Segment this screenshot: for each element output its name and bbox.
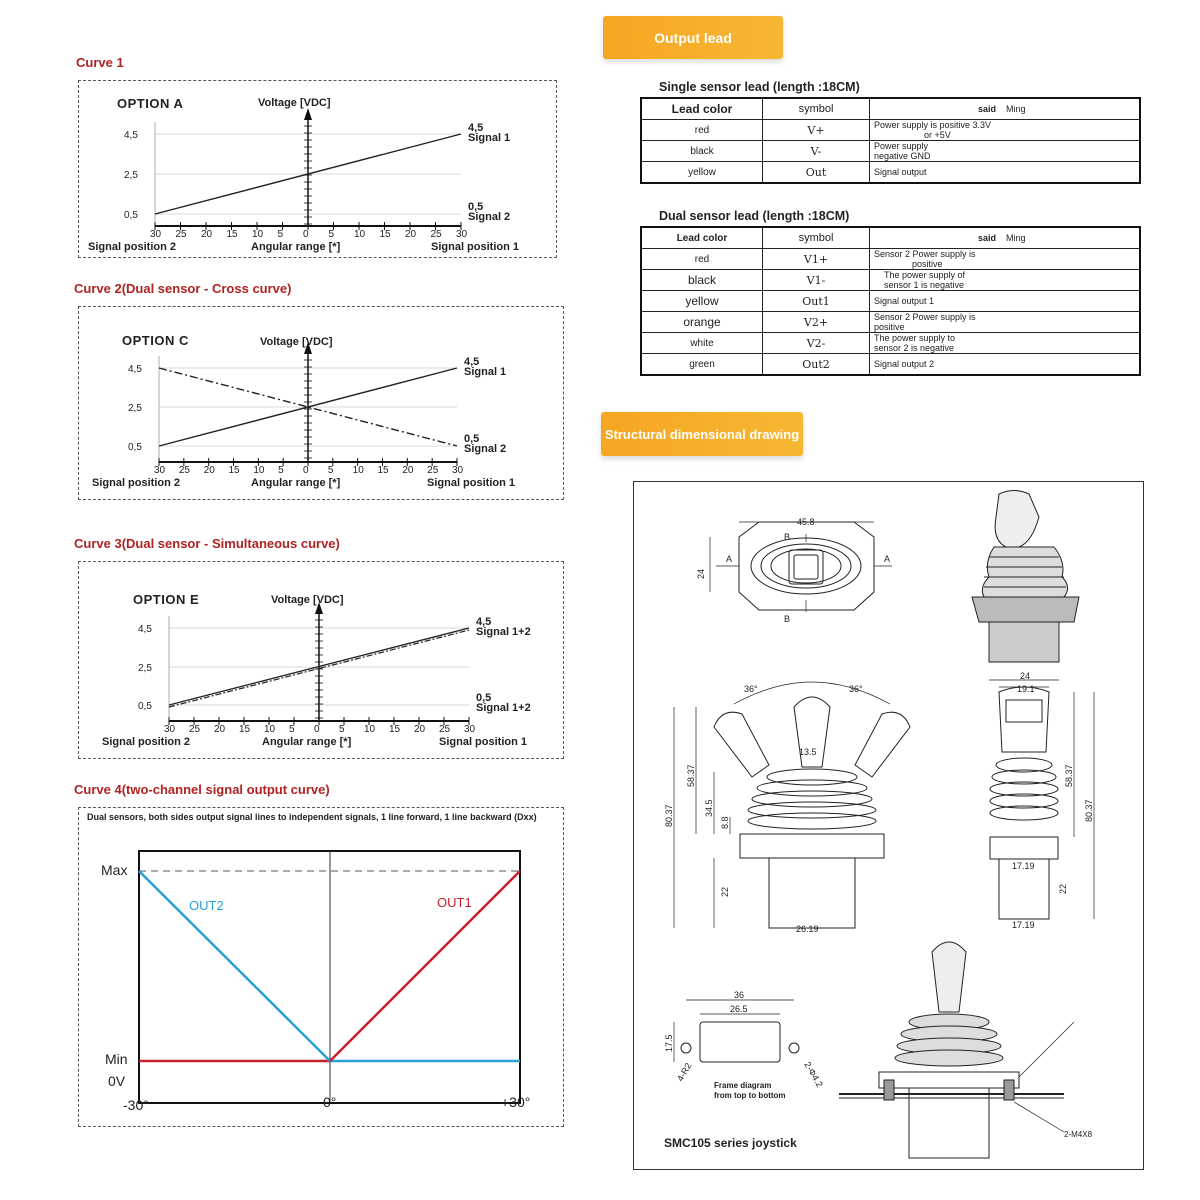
- top-view-oval-inner: [771, 549, 841, 583]
- bellow-fold: [752, 791, 872, 807]
- description-cell: [870, 120, 1141, 141]
- angular-range-label: Angular range [*]: [262, 736, 352, 748]
- curve3-chart: [79, 562, 563, 758]
- dim-knob: 13.5: [799, 747, 817, 757]
- symbol-cell: Out2: [763, 354, 870, 376]
- dim-top-width: 45.8: [797, 517, 815, 527]
- x-tick-label: 10: [364, 724, 376, 735]
- x-tick-label: 25: [175, 229, 187, 240]
- signal-position-2-label: Signal position 2: [88, 241, 177, 253]
- y-tick-label: 2,5: [128, 403, 142, 414]
- description-line: negative GND: [874, 151, 931, 161]
- single-lead-title: Single sensor lead (length :18CM): [659, 80, 860, 94]
- dim-screw: 2-M4X8: [1064, 1130, 1093, 1139]
- dim-top-height: 24: [696, 568, 706, 579]
- curve4-heading: Curve 4(two-channel signal output curve): [74, 782, 330, 797]
- front-knob-right: [855, 712, 910, 777]
- description-line: Power supply is positive 3.3V: [874, 120, 992, 130]
- table-header-row: [641, 227, 1140, 249]
- x-tick-label: 5: [278, 465, 284, 476]
- signal-position-1-label: Signal position 1: [439, 736, 528, 748]
- lead-color-cell: orange: [641, 312, 763, 333]
- drawing-frame: [633, 481, 1144, 1170]
- iso-view: [972, 491, 1079, 663]
- top-view-oval-outer: [751, 538, 861, 594]
- curve2-plot: [92, 333, 515, 489]
- dim-hole-d: 2-Φ4.2: [802, 1060, 825, 1089]
- description-cell: [870, 291, 1141, 312]
- signal-position-1-label: Signal position 1: [431, 241, 520, 253]
- description-cell: [870, 354, 1141, 376]
- end-bottom-value: 0,5: [464, 433, 480, 445]
- out2-ramp-line: [139, 871, 330, 1061]
- curve4-frame: [78, 807, 564, 1127]
- angular-range-label: Angular range [*]: [251, 477, 341, 489]
- table-row: [641, 333, 1140, 354]
- description-line: positive: [912, 259, 943, 269]
- end-top-value: 4,5: [468, 122, 484, 134]
- header-said: said: [978, 104, 997, 114]
- voltage-axis-label: Voltage [VDC]: [260, 336, 333, 348]
- symbol-cell: V+: [763, 120, 870, 141]
- y-tick-label: 0,5: [124, 210, 138, 221]
- x-tick-label: 20: [201, 229, 213, 240]
- header-said-ming: [870, 227, 1141, 249]
- x-tick-label: 25: [178, 465, 190, 476]
- end-bottom-value: 0,5: [468, 201, 484, 213]
- table-row: [641, 270, 1140, 291]
- header-ming: Ming: [1006, 233, 1026, 243]
- description-line: sensor 1 is negative: [884, 280, 965, 290]
- table-row: [641, 291, 1140, 312]
- y-tick-label: 4,5: [124, 130, 138, 141]
- dim-side-inner: 19.1: [1017, 684, 1035, 694]
- top-view-knob-inner: [794, 555, 818, 579]
- curve4-x-left: -30°: [123, 1097, 149, 1113]
- curve4-chart: [79, 808, 563, 1126]
- x-tick-label: 15: [228, 465, 240, 476]
- dim-side-total: 80.37: [1084, 799, 1094, 822]
- y-tick-label: 4,5: [128, 364, 142, 375]
- x-tick-label: 0: [303, 465, 309, 476]
- curve4-description: Dual sensors, both sides output signal lines to independent signals, 1 line forward, 1 line backward (Dxx): [87, 812, 537, 822]
- symbol-cell: V2+: [763, 312, 870, 333]
- frame-hole-right: [789, 1043, 799, 1053]
- table-row: [641, 249, 1140, 270]
- x-tick-label: 15: [239, 724, 251, 735]
- lead-color-cell: red: [641, 120, 763, 141]
- x-tick-label: 5: [277, 229, 284, 240]
- section-a-left: A: [726, 554, 733, 564]
- x-tick-label: 10: [264, 724, 276, 735]
- curve1-heading: Curve 1: [76, 55, 124, 70]
- curve4-x-mid: 0°: [323, 1094, 337, 1110]
- x-tick-label: 30: [452, 465, 464, 476]
- dim-total-height: 80.37: [664, 804, 674, 827]
- description-line: Signal output 2: [874, 359, 935, 369]
- signal-position-1-label: Signal position 1: [427, 477, 516, 489]
- dim-frame-height: 17.5: [664, 1034, 674, 1052]
- symbol-cell: V1-: [763, 270, 870, 291]
- iso-housing: [989, 622, 1059, 662]
- section-a-right: A: [884, 554, 891, 564]
- x-tick-label: 5: [327, 465, 334, 476]
- x-tick-label: 0: [314, 724, 320, 735]
- signal-position-2-label: Signal position 2: [92, 477, 181, 489]
- y-tick-label: 2,5: [124, 170, 138, 181]
- dual-lead-title: Dual sensor lead (length :18CM): [659, 209, 850, 223]
- description-line: Signal output: [874, 167, 927, 177]
- x-tick-label: 20: [405, 229, 417, 240]
- symbol-cell: V1+: [763, 249, 870, 270]
- end-bottom-label: Signal 2: [468, 211, 511, 223]
- symbol-cell: Out1: [763, 291, 870, 312]
- description-cell: [870, 249, 1141, 270]
- joystick-caption: SMC105 series joystick: [664, 1136, 797, 1150]
- x-tick-label: 10: [354, 229, 366, 240]
- end-bottom-value: 0,5: [476, 692, 492, 704]
- mounted-knob: [932, 942, 966, 1012]
- description-line: Power supply: [874, 141, 929, 151]
- dim-angle-left: 36°: [744, 684, 758, 694]
- dim-side-lower: 22: [1058, 883, 1068, 894]
- curve2-frame: [78, 306, 564, 500]
- curve1-frame: [78, 80, 557, 258]
- bellow-fold: [757, 780, 867, 796]
- screw-left: [884, 1080, 894, 1100]
- front-housing: [769, 858, 855, 928]
- frame-caption-2: from top to bottom: [714, 1091, 786, 1100]
- dim-mid-height: 34.5: [704, 799, 714, 817]
- front-knob-left: [714, 712, 769, 777]
- description-line: or +5V: [924, 130, 951, 140]
- symbol-cell: V-: [763, 141, 870, 162]
- section-b-bottom: B: [784, 614, 791, 624]
- curve2-chart: [79, 307, 563, 499]
- description-line: sensor 2 is negative: [874, 343, 955, 353]
- leader-line: [1014, 1102, 1064, 1132]
- header-lead-color: Lead color: [641, 98, 763, 120]
- lead-color-cell: yellow: [641, 162, 763, 184]
- dim-base-width: 26.19: [796, 924, 819, 934]
- screw-right: [1004, 1080, 1014, 1100]
- header-said: said: [978, 233, 997, 243]
- table-row: [641, 354, 1140, 376]
- symbol-cell: Out: [763, 162, 870, 184]
- header-lead-color: Lead color: [641, 227, 763, 249]
- iso-knob: [995, 491, 1039, 548]
- x-tick-label: 30: [150, 229, 162, 240]
- end-top-label: Signal 1: [468, 132, 511, 144]
- description-line: Sensor 2 Power supply is: [874, 249, 976, 259]
- x-tick-label: 10: [352, 465, 364, 476]
- side-knob-slot: [1006, 700, 1042, 722]
- curve4-zero-label: 0V: [108, 1073, 126, 1089]
- description-line: Sensor 2 Power supply is: [874, 312, 976, 322]
- x-tick-label: 5: [289, 724, 295, 735]
- x-tick-label: 20: [414, 724, 426, 735]
- x-tick-label: 30: [164, 724, 176, 735]
- iso-flange: [972, 597, 1079, 622]
- end-bottom-label: Signal 2: [464, 443, 507, 455]
- section-b-top: B: [784, 532, 791, 542]
- x-tick-label: 5: [339, 724, 345, 735]
- leader-line: [1019, 1022, 1074, 1077]
- x-tick-label: 25: [430, 229, 442, 240]
- voltage-axis-label: Voltage [VDC]: [258, 97, 331, 109]
- y-tick-label: 0,5: [128, 442, 142, 453]
- curve2-heading: Curve 2(Dual sensor - Cross curve): [74, 281, 292, 296]
- x-tick-label: 25: [427, 465, 439, 476]
- top-view-outline: [739, 522, 874, 610]
- header-symbol: symbol: [763, 98, 870, 120]
- lead-color-cell: black: [641, 141, 763, 162]
- side-flange: [990, 837, 1058, 859]
- x-tick-label: 15: [379, 229, 391, 240]
- bellow-fold: [767, 769, 857, 785]
- dual-lead-table: [640, 226, 1141, 376]
- x-tick-label: 15: [389, 724, 401, 735]
- iso-bellows: [982, 547, 1067, 597]
- lead-color-cell: red: [641, 249, 763, 270]
- curve1-chart: [79, 81, 556, 257]
- description-line: The power supply of: [884, 270, 966, 280]
- table-row: [641, 312, 1140, 333]
- voltage-axis-label: Voltage [VDC]: [271, 594, 344, 606]
- symbol-cell: V2-: [763, 333, 870, 354]
- description-cell: [870, 333, 1141, 354]
- dim-angle-right: 36°: [849, 684, 863, 694]
- end-top-label: Signal 1: [464, 366, 507, 378]
- lead-color-cell: green: [641, 354, 763, 376]
- x-tick-label: 30: [464, 724, 476, 735]
- x-tick-label: 25: [439, 724, 451, 735]
- table-row: [641, 141, 1140, 162]
- curve1-plot: [88, 96, 519, 253]
- header-ming: Ming: [1006, 104, 1026, 114]
- table-row: [641, 120, 1140, 141]
- mounted-flange: [879, 1072, 1019, 1088]
- end-top-value: 4,5: [464, 356, 480, 368]
- lead-color-cell: white: [641, 333, 763, 354]
- curve3-frame: [78, 561, 564, 759]
- description-cell: [870, 312, 1141, 333]
- dim-side-top: 24: [1020, 671, 1031, 681]
- signal-position-2-label: Signal position 2: [102, 736, 191, 748]
- frame-caption-1: Frame diagram: [714, 1081, 772, 1090]
- description-cell: [870, 270, 1141, 291]
- option-label: OPTION E: [133, 592, 200, 607]
- y-tick-label: 0,5: [138, 701, 152, 712]
- y-tick-label: 2,5: [138, 663, 152, 674]
- x-tick-label: 15: [226, 229, 238, 240]
- dim-flange: 8.8: [720, 816, 730, 829]
- x-tick-label: 10: [253, 465, 265, 476]
- dim-side-base: 17.19: [1012, 861, 1035, 871]
- end-bottom-label: Signal 1+2: [476, 702, 531, 714]
- option-label: OPTION A: [117, 96, 184, 111]
- top-view-oval-mid: [761, 544, 851, 588]
- curve4-x-right: +30°: [501, 1094, 531, 1110]
- table-header-row: [641, 98, 1140, 120]
- x-tick-label: 0: [303, 229, 309, 240]
- header-said-ming: [870, 98, 1141, 120]
- description-cell: [870, 141, 1141, 162]
- dim-hole-r: 4-R2: [675, 1061, 694, 1083]
- description-line: positive: [874, 322, 905, 332]
- front-flange: [740, 834, 884, 858]
- side-view: [989, 680, 1094, 919]
- option-label: OPTION C: [122, 333, 189, 348]
- y-tick-label: 4,5: [138, 624, 152, 635]
- x-tick-label: 5: [328, 229, 335, 240]
- dim-upper-height: 58.37: [686, 764, 696, 787]
- y-axis-arrow: [304, 108, 312, 120]
- description-line: Signal output 1: [874, 296, 935, 306]
- bellow-fold: [895, 1050, 1003, 1066]
- single-lead-table: [640, 97, 1141, 184]
- lead-color-cell: black: [641, 270, 763, 291]
- frame-cutout: [700, 1022, 780, 1062]
- mounted-view: [839, 942, 1074, 1158]
- x-tick-label: 20: [402, 465, 414, 476]
- frame-hole-left: [681, 1043, 691, 1053]
- top-view: [710, 522, 892, 612]
- end-top-label: Signal 1+2: [476, 626, 531, 638]
- dim-side-height: 58.37: [1064, 764, 1074, 787]
- x-tick-label: 30: [456, 229, 468, 240]
- curve4-min-label: Min: [105, 1051, 128, 1067]
- end-top-value: 4,5: [476, 616, 492, 628]
- x-tick-label: 20: [203, 465, 215, 476]
- x-tick-label: 30: [154, 465, 166, 476]
- structural-drawing-badge: Structural dimensional drawing: [601, 412, 803, 456]
- angular-range-label: Angular range [*]: [251, 241, 341, 253]
- x-tick-label: 25: [189, 724, 201, 735]
- out2-label: OUT2: [189, 898, 224, 913]
- x-tick-label: 20: [214, 724, 226, 735]
- x-tick-label: 15: [377, 465, 389, 476]
- table-row: [641, 162, 1140, 184]
- curve4-max-label: Max: [101, 862, 128, 878]
- header-symbol: symbol: [763, 227, 870, 249]
- x-tick-label: 10: [252, 229, 264, 240]
- description-line: The power supply to: [874, 333, 956, 343]
- output-lead-badge: Output lead: [603, 16, 783, 59]
- dim-lower-height: 22: [720, 886, 730, 897]
- description-cell: [870, 162, 1141, 184]
- lead-color-cell: yellow: [641, 291, 763, 312]
- dim-frame-outer: 36: [734, 990, 745, 1000]
- bellow-fold: [748, 813, 876, 829]
- joystick-drawing: [634, 482, 1143, 1169]
- curve3-plot: [102, 592, 531, 748]
- out1-ramp-line: [330, 871, 520, 1061]
- dim-side-base-2: 17.19: [1012, 920, 1035, 930]
- out1-label: OUT1: [437, 895, 472, 910]
- curve3-heading: Curve 3(Dual sensor - Simultaneous curve): [74, 536, 340, 551]
- dim-frame-inner: 26.5: [730, 1004, 748, 1014]
